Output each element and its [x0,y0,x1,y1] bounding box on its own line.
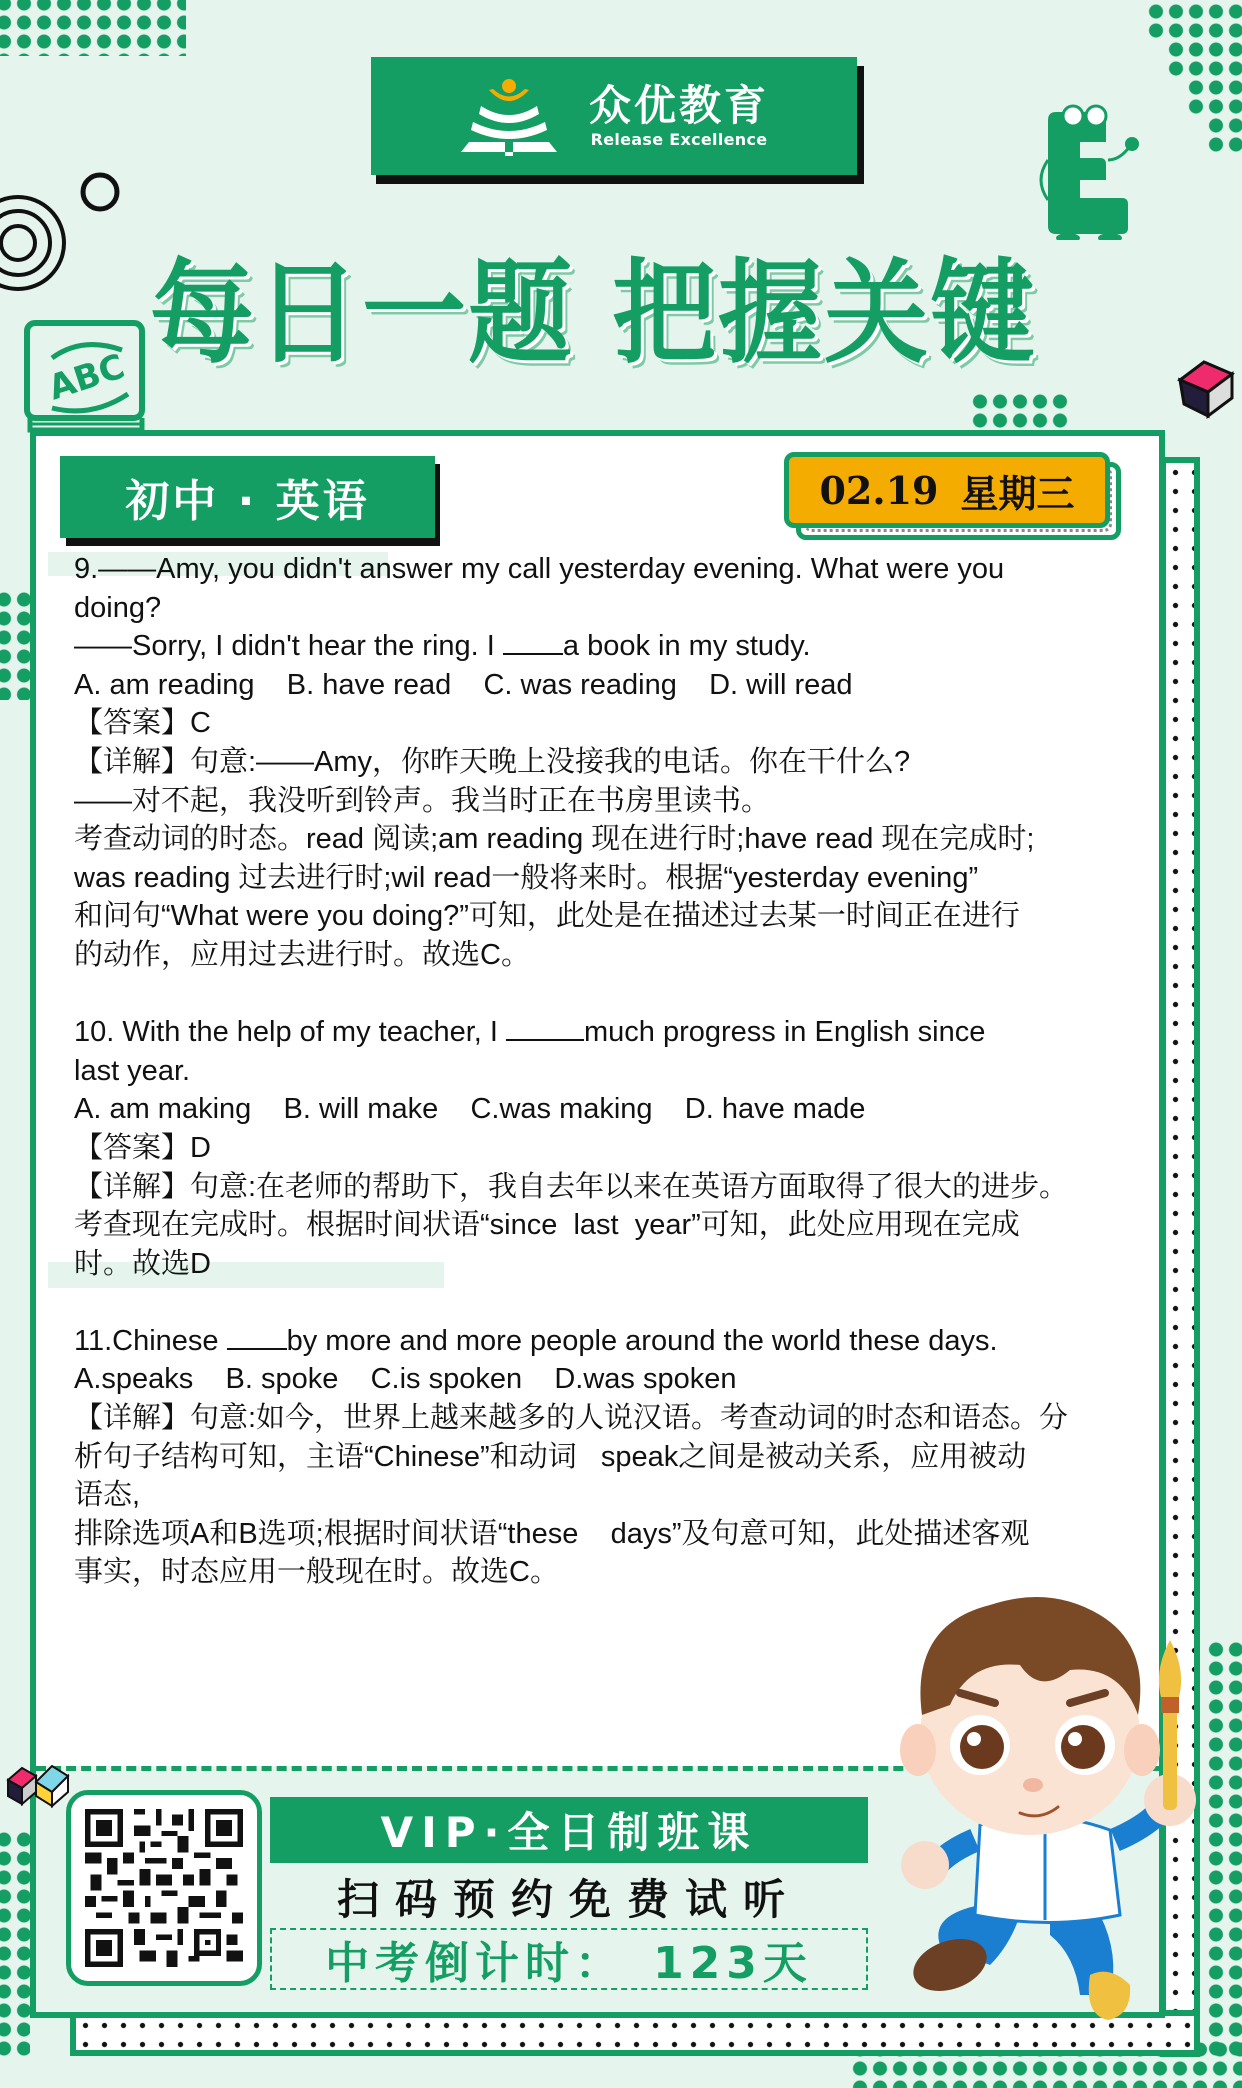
qr-code-icon[interactable] [85,1809,243,1967]
stem-text: by more and more people around the world these days. [286,1324,998,1357]
banner-title: 每日一题 把握关键 [150,247,1037,379]
dot-grid-top-right-4 [1206,116,1242,154]
exam-countdown [270,1928,868,1990]
spacer [74,975,1134,1014]
brand-tree-book-icon [459,76,559,156]
question-content [74,550,1134,1592]
question-options: A.speaks B. spoke C.is spoken D.was spoken [74,1363,737,1396]
dot-grid-top-right-2 [1166,40,1242,78]
stem-text: 11.Chinese [74,1324,227,1357]
question-11 [74,1322,1134,1592]
question-stem: 9.——Amy, you didn't answer my call yesterday evening. What were you [74,553,1005,585]
stem-text: much progress in English since [584,1016,986,1049]
dot-grid-top-right-3 [1186,78,1242,116]
explanation-line: 考查动词的时态。read 阅读;am reading 现在进行时;have read 现在完成时; [74,823,1035,856]
question-9 [74,550,1134,975]
dot-grid-left-bottom [0,1830,30,2060]
scan-to-book-text: 扫码预约免费试听 [336,1875,801,1924]
question-10 [74,1013,1134,1283]
date-value: 02.19 [819,467,939,513]
answer-blank [506,1015,584,1041]
explanation-line: 析句子结构可知，主语“Chinese”和动词 speak之间是被动关系，应用被动 [74,1440,1027,1473]
explanation-line: 时。故选D [74,1247,211,1280]
weekday-value: 星期三 [960,470,1075,516]
spacer [74,1283,1134,1322]
cube-icon [1176,358,1238,420]
abc-book-icon [22,318,152,438]
brand-name-en: Release Excellence [590,130,768,149]
concentric-circles-icon [0,165,120,305]
explanation-line: 排除选项A和B选项;根据时间状语“these days”及句意可知，此处描述客观 [74,1517,1030,1550]
subject-tag: 初中 · 英语 [60,456,435,538]
explanation-line: 考查现在完成时。根据时间状语“since last year”可知，此处应用现在完成 [74,1209,1020,1242]
question-answer: 【答案】C [74,707,211,740]
dot-grid-top-right [1146,2,1242,40]
dot-grid-right-bottom [1206,1640,1242,2060]
countdown-value: 123天 [653,1938,813,1989]
question-answer: 【答案】D [74,1131,211,1164]
stem-text: 10. With the help of my teacher, I [74,1016,506,1049]
brand-logo [371,57,857,175]
explanation-line: ——对不起，我没听到铃声。我当时正在书房里读书。 [74,784,771,817]
question-stem: doing? [74,591,162,624]
explanation-line: 语态, [74,1479,141,1512]
stem-text: ——Sorry, I didn't hear the ring. I [74,630,503,663]
vip-course-banner: VIP·全日制班课 [270,1797,868,1863]
countdown-label: 中考倒计时： [325,1938,626,1989]
dot-grid-under-banner [970,392,1070,430]
answer-blank [227,1324,287,1350]
question-stem: last year. [74,1054,191,1087]
svg-text:ABC: ABC [43,346,130,409]
brand-name-cn: 众优教育 [588,81,769,130]
explanation-line: 事实，时态应用一般现在时。故选C。 [74,1556,559,1589]
date-badge [784,452,1110,528]
dot-grid-left-mid [0,590,30,700]
dot-grid-top-left [0,0,186,56]
boy-mascot-illustration [870,1585,1210,2025]
answer-blank [503,629,563,655]
explanation-line: 和问句“What were you doing?”可知，此处是在描述过去某一时间正在进行 [74,900,1020,933]
qr-code-frame[interactable] [66,1790,262,1986]
letter-e-character-icon [1030,100,1170,240]
question-stem [74,1322,1134,1361]
explanation-line: 【详解】句意:在老师的帮助下，我自去年以来在英语方面取得了很大的进步。 [74,1170,1069,1203]
question-options: A. am reading B. have read C. was reading D. will read [74,668,853,701]
explanation-line: 【详解】句意:——Amy，你昨天晚上没接我的电话。你在干什么? [74,745,911,778]
explanation-line: was reading 过去进行时;wil read一般将来时。根据“yesterday evening” [74,861,979,894]
explanation-line: 的动作，应用过去进行时。故选C。 [74,938,530,971]
stem-text: a book in my study. [562,630,811,663]
question-stem [74,627,1134,666]
explanation-line: 【详解】句意:如今，世界上越来越多的人说汉语。考查动词的时态和语态。分 [74,1402,1069,1435]
question-options: A. am making B. will make C.was making D. have made [74,1093,866,1126]
question-stem [74,1013,1134,1052]
